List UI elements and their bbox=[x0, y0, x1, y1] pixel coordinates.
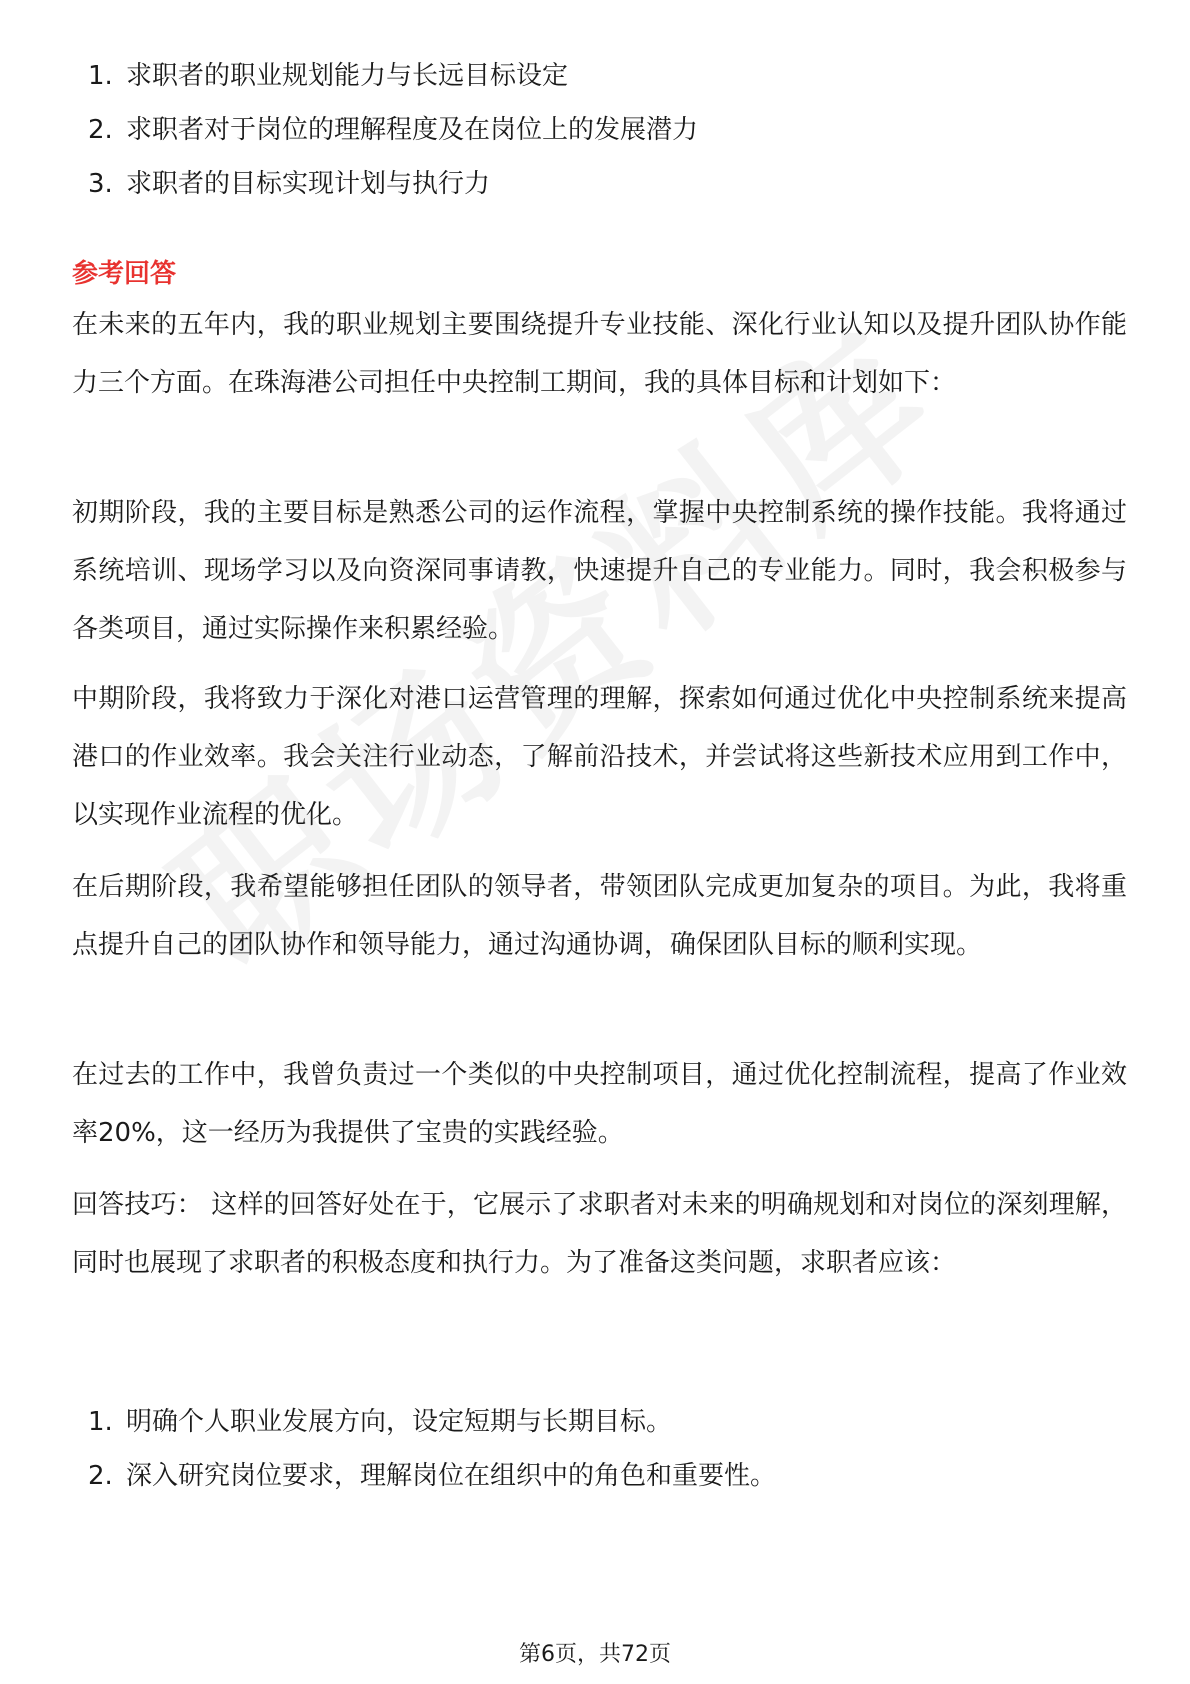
paragraph: 初期阶段，我的主要目标是熟悉公司的运作流程，掌握中央控制系统的操作技能。我将通过系统培训、现场学习以及向资深同事请教，快速提升自己的专业能力。同时，我会积极参与各类项目，通过实际操作来积累经验。 bbox=[72, 498, 1127, 644]
paragraph: 在过去的工作中，我曾负责过一个类似的中央控制项目，通过优化控制流程，提高了作业效率20%，这一经历为我提供了宝贵的实践经验。 bbox=[72, 1060, 1127, 1148]
list-item bbox=[88, 110, 698, 150]
paragraph: 中期阶段，我将致力于深化对港口运营管理的理解，探索如何通过优化中央控制系统来提高港口的作业效率。我会关注行业动态，了解前沿技术，并尝试将这些新技术应用到工作中，以实现作业流程的优化。 bbox=[72, 684, 1127, 830]
list-number: 2. bbox=[88, 1461, 113, 1491]
list-text: 深入研究岗位要求，理解岗位在组织中的角色和重要性。 bbox=[126, 1461, 777, 1491]
list-item bbox=[88, 56, 568, 96]
list-text: 求职者的职业规划能力与长远目标设定 bbox=[126, 61, 569, 91]
list-text: 求职者的目标实现计划与执行力 bbox=[126, 169, 491, 199]
answer-heading: 参考回答 bbox=[72, 259, 177, 289]
list-number: 3. bbox=[88, 169, 113, 199]
list-item bbox=[88, 1456, 776, 1496]
list-text: 明确个人职业发展方向，设定短期与长期目标。 bbox=[126, 1407, 673, 1437]
paragraph: 回答技巧： 这样的回答好处在于，它展示了求职者对未来的明确规划和对岗位的深刻理解，同时也展现了求职者的积极态度和执行力。为了准备这类问题，求职者应该： bbox=[72, 1190, 1127, 1278]
list-text: 求职者对于岗位的理解程度及在岗位上的发展潜力 bbox=[126, 115, 699, 145]
list-item bbox=[88, 1402, 672, 1442]
paragraph: 在未来的五年内，我的职业规划主要围绕提升专业技能、深化行业认知以及提升团队协作能力三个方面。在珠海港公司担任中央控制工期间，我的具体目标和计划如下： bbox=[72, 310, 1127, 398]
list-number: 2. bbox=[88, 115, 113, 145]
list-number: 1. bbox=[88, 1407, 113, 1437]
list-item bbox=[88, 164, 490, 204]
paragraph: 在后期阶段，我希望能够担任团队的领导者，带领团队完成更加复杂的项目。为此，我将重点提升自己的团队协作和领导能力，通过沟通协调，确保团队目标的顺利实现。 bbox=[72, 872, 1127, 960]
list-number: 1. bbox=[88, 61, 113, 91]
page-footer: 第6页，共72页 bbox=[519, 1642, 671, 1667]
